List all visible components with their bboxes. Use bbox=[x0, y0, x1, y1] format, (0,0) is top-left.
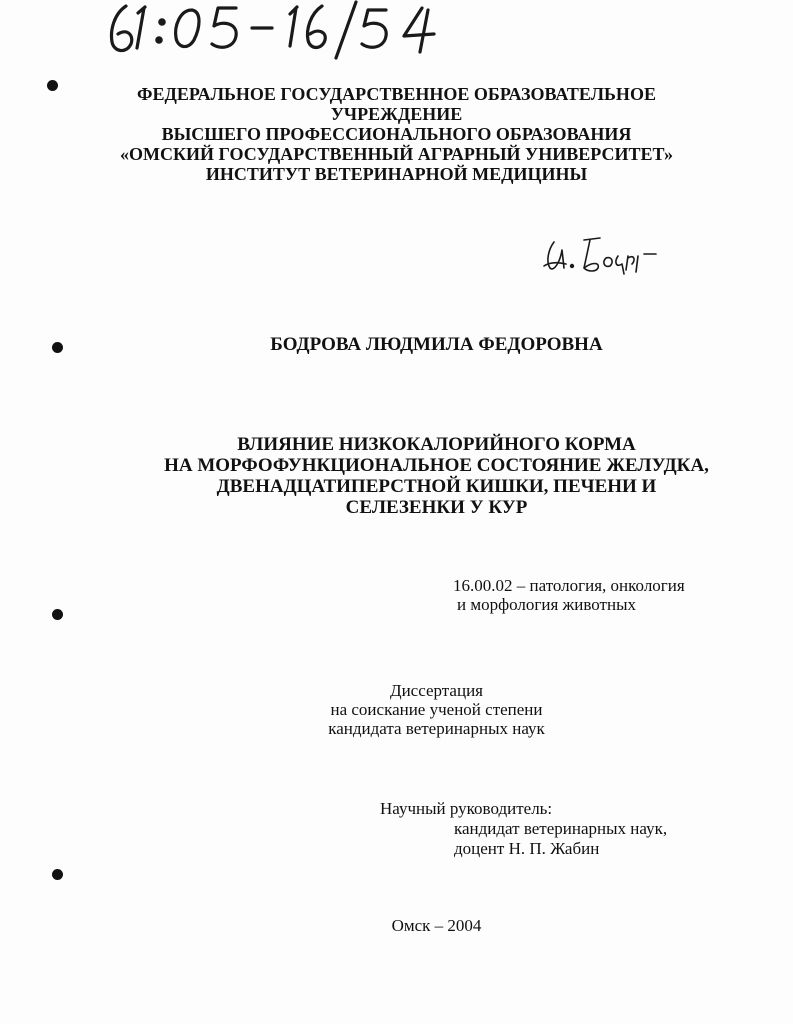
supervisor-label: Научный руководитель: bbox=[380, 799, 553, 818]
institution-line-2: УЧРЕЖДЕНИЕ bbox=[330, 104, 463, 124]
specialty-code bbox=[453, 576, 685, 614]
specialty-line-1: 16.00.02 – патология, онкология bbox=[453, 576, 685, 595]
institution-line-1: ФЕДЕРАЛЬНОЕ ГОСУДАРСТВЕННОЕ ОБРАЗОВАТЕЛЬНОЕ bbox=[137, 84, 656, 104]
supervisor-degree: кандидат ветеринарных наук, bbox=[454, 819, 668, 838]
dissertation-line-1: Диссертация bbox=[389, 681, 483, 700]
institution-line-4: «ОМСКИЙ ГОСУДАРСТВЕННЫЙ АГРАРНЫЙ УНИВЕРСИТЕТ» bbox=[119, 144, 674, 164]
scientific-supervisor bbox=[380, 799, 667, 859]
handwritten-signature bbox=[540, 232, 658, 278]
title-line-2: НА МОРФОФУНКЦИОНАЛЬНОЕ СОСТОЯНИЕ ЖЕЛУДКА, bbox=[164, 455, 709, 476]
dissertation-line-2: на соискание ученой степени bbox=[330, 700, 543, 719]
institution-header bbox=[0, 84, 793, 184]
title-line-1: ВЛИЯНИЕ НИЗКОКАЛОРИЙНОГО КОРМА bbox=[237, 434, 636, 455]
handwritten-catalog-code bbox=[104, 0, 444, 62]
supervisor-name: доцент Н. П. Жабин bbox=[454, 839, 600, 858]
dissertation-description bbox=[0, 681, 793, 738]
city-year: Омск – 2004 bbox=[391, 916, 482, 935]
punch-hole-mark bbox=[52, 869, 63, 880]
dissertation-title bbox=[0, 434, 793, 518]
specialty-line-2: и морфология животных bbox=[457, 595, 636, 614]
institution-line-3: ВЫСШЕГО ПРОФЕССИОНАЛЬНОГО ОБРАЗОВАНИЯ bbox=[161, 124, 632, 144]
title-line-4: СЕЛЕЗЕНКИ У КУР bbox=[345, 497, 528, 518]
author-name: БОДРОВА ЛЮДМИЛА ФЕДОРОВНА bbox=[270, 334, 603, 355]
institution-line-5: ИНСТИТУТ ВЕТЕРИНАРНОЙ МЕДИЦИНЫ bbox=[205, 164, 588, 184]
punch-hole-mark bbox=[52, 609, 63, 620]
title-line-3: ДВЕНАДЦАТИПЕРСТНОЙ КИШКИ, ПЕЧЕНИ И bbox=[216, 476, 657, 497]
dissertation-line-3: кандидата ветеринарных наук bbox=[328, 719, 545, 738]
